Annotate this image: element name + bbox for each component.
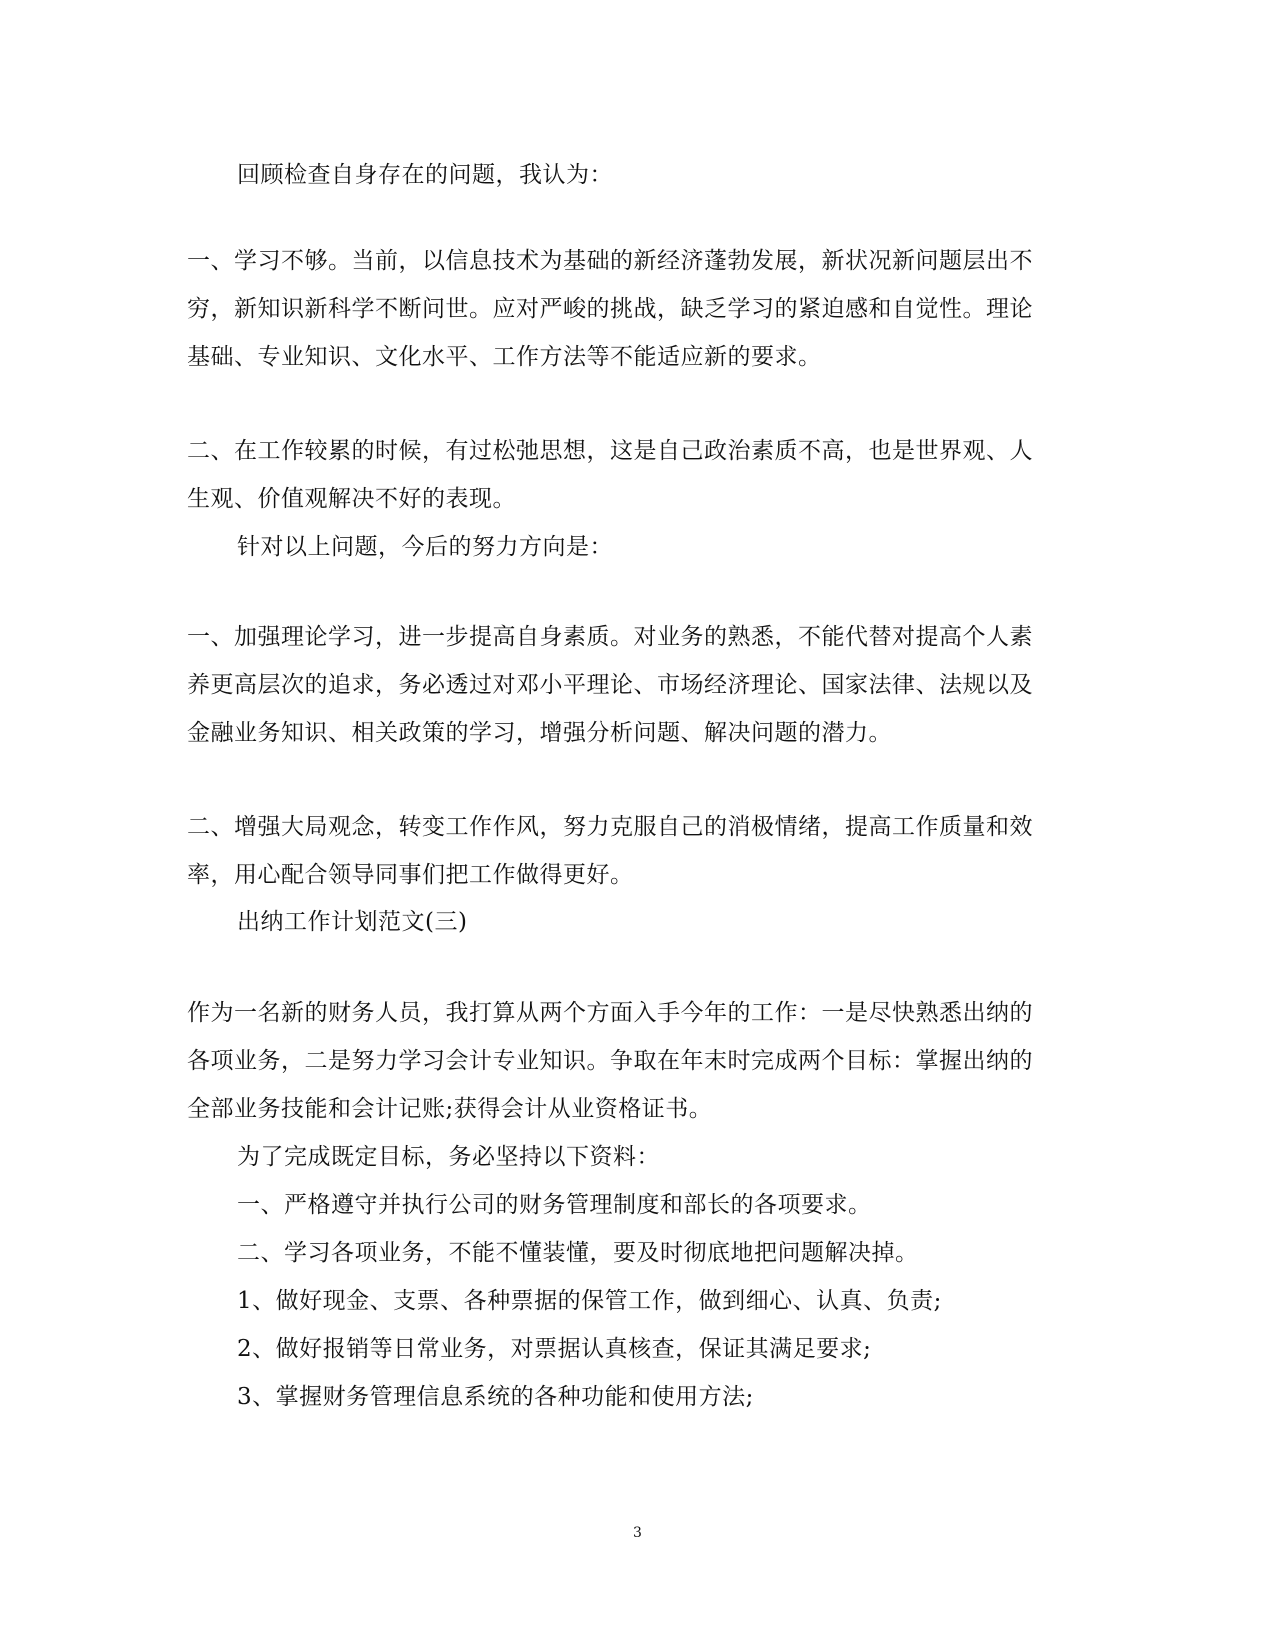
- paragraph-line: 二、增强大局观念，转变工作作风，努力克服自己的消极情绪，提高工作质量和效: [187, 814, 1033, 840]
- list-item: 二、学习各项业务，不能不懂装懂，要及时彻底地把问题解决掉。: [237, 1240, 919, 1266]
- paragraph-line: 全部业务技能和会计记账;获得会计从业资格证书。: [187, 1096, 713, 1122]
- paragraph-line: 基础、专业知识、文化水平、工作方法等不能适应新的要求。: [187, 344, 822, 370]
- list-item: 一、严格遵守并执行公司的财务管理制度和部长的各项要求。: [237, 1192, 872, 1218]
- paragraph-line: 作为一名新的财务人员，我打算从两个方面入手今年的工作：一是尽快熟悉出纳的: [187, 1000, 1033, 1026]
- list-item: 3、掌握财务管理信息系统的各种功能和使用方法;: [237, 1384, 754, 1410]
- paragraph-line: 率，用心配合领导同事们把工作做得更好。: [187, 862, 634, 888]
- paragraph-line: 二、在工作较累的时候，有过松弛思想，这是自己政治素质不高，也是世界观、人: [187, 438, 1033, 464]
- paragraph-line: 一、学习不够。当前，以信息技术为基础的新经济蓬勃发展，新状况新问题层出不: [187, 248, 1033, 274]
- paragraph-line: 穷，新知识新科学不断问世。应对严峻的挑战，缺乏学习的紧迫感和自觉性。理论: [187, 296, 1033, 322]
- paragraph-line: 为了完成既定目标，务必坚持以下资料：: [237, 1144, 660, 1170]
- page-number: 3: [633, 1525, 642, 1541]
- list-item: 2、做好报销等日常业务，对票据认真核查，保证其满足要求;: [237, 1336, 872, 1362]
- paragraph-line: 一、加强理论学习，进一步提高自身素质。对业务的熟悉，不能代替对提高个人素: [187, 624, 1033, 650]
- paragraph-line: 金融业务知识、相关政策的学习，增强分析问题、解决问题的潜力。: [187, 720, 892, 746]
- list-item: 1、做好现金、支票、各种票据的保管工作，做到细心、认真、负责;: [237, 1288, 942, 1314]
- paragraph-line: 回顾检查自身存在的问题，我认为：: [237, 162, 613, 188]
- paragraph-line: 养更高层次的追求，务必透过对邓小平理论、市场经济理论、国家法律、法规以及: [187, 672, 1033, 698]
- paragraph-line: 各项业务，二是努力学习会计专业知识。争取在年末时完成两个目标：掌握出纳的: [187, 1048, 1033, 1074]
- section-heading: 出纳工作计划范文(三): [237, 909, 468, 935]
- paragraph-line: 生观、价值观解决不好的表现。: [187, 486, 516, 512]
- paragraph-line: 针对以上问题，今后的努力方向是：: [237, 534, 613, 560]
